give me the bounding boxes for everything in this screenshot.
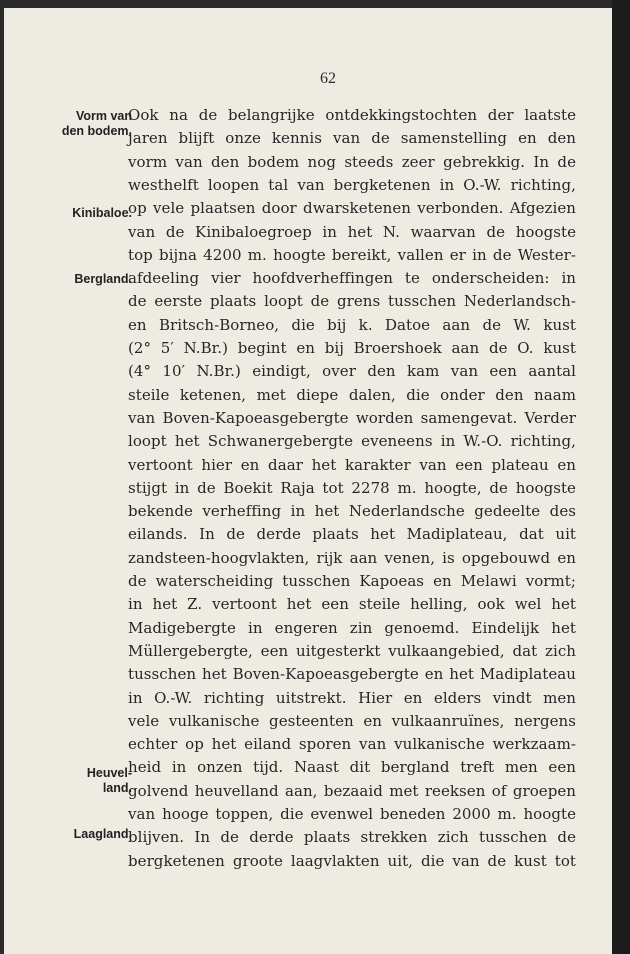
page-number: 62 bbox=[320, 70, 336, 87]
margin-note-heuvel: Heuvel- bbox=[86, 766, 132, 780]
text-line: vele vulkanische gesteenten en vulkaanruïnes, nergens bbox=[128, 711, 576, 730]
text-line: heid in onzen tijd. Naast dit bergland treft men een bbox=[128, 758, 576, 777]
text-line: eilands. In de derde plaats het Madiplateau, dat uit bbox=[128, 525, 576, 544]
text-line: blijven. In de derde plaats strekken zich tusschen de bbox=[128, 828, 576, 847]
text-line: bergketenen groote laagvlakten uit, die van de kust tot bbox=[128, 851, 576, 870]
book-page bbox=[4, 8, 612, 954]
text-line: van de Kinibaloegroep in het N. waarvan de hoogste bbox=[128, 222, 576, 241]
text-line: Madigebergte in engeren zin genoemd. Eindelijk het bbox=[128, 618, 576, 637]
text-line: westhelft loopen tal van bergketenen in O.-W. richting, bbox=[128, 175, 576, 194]
text-line: afdeeling vier hoofdverheffingen te onderscheiden: in bbox=[128, 269, 576, 288]
text-line: stijgt in de Boekit Raja tot 2278 m. hoogte, de hoogste bbox=[128, 478, 576, 497]
text-line: de eerste plaats loopt de grens tusschen Nederlandsch- bbox=[128, 292, 576, 311]
text-line: zandsteen-hoogvlakten, rijk aan venen, is opgebouwd en bbox=[128, 548, 576, 567]
text-line: Ook na de belangrijke ontdekkingstochten der laatste bbox=[128, 106, 576, 124]
margin-note-bergland: Bergland. bbox=[74, 272, 132, 286]
margin-note-vorm: Vorm van bbox=[75, 109, 132, 123]
margin-note-land: land. bbox=[102, 781, 132, 795]
text-line: jaren blijft onze kennis van de samenstelling en den bbox=[128, 129, 576, 148]
text-line: vertoont hier en daar het karakter van een plateau en bbox=[128, 455, 576, 474]
text-line: in het Z. vertoont het een steile helling, ook wel het bbox=[128, 595, 576, 614]
text-line: bekende verheffing in het Nederlandsche gedeelte des bbox=[128, 502, 576, 521]
text-line: echter op het eiland sporen van vulkanische werkzaam- bbox=[128, 735, 576, 754]
text-line: op vele plaatsen door dwarsketenen verbonden. Afgezien bbox=[128, 199, 576, 218]
text-line: Müllergebergte, een uitgesterkt vulkaangebied, dat zich bbox=[128, 641, 576, 660]
text-line: top bijna 4200 m. hoogte bereikt, vallen er in de Wester- bbox=[128, 245, 576, 264]
scan-edge bbox=[612, 0, 630, 954]
margin-note-bodem: den bodem. bbox=[61, 124, 132, 138]
text-line: van Boven-Kapoeasgebergte worden samengevat. Verder bbox=[128, 408, 576, 427]
margin-note-laagland: Laagland. bbox=[73, 827, 132, 841]
text-line: loopt het Schwanergebergte eveneens in W.-O. richting, bbox=[128, 432, 576, 451]
text-line: golvend heuvelland aan, bezaaid met reeksen of groepen bbox=[128, 781, 576, 800]
text-line: en Britsch-Borneo, die bij k. Datoe aan de W. kust bbox=[128, 315, 576, 334]
text-line: (2° 5′ N.Br.) begint en bij Broershoek aan de O. kust bbox=[128, 339, 576, 357]
text-line: (4° 10′ N.Br.) eindigt, over den kam van een aantal bbox=[128, 362, 576, 381]
text-line: vorm van den bodem nog steeds zeer gebrekkig. In de bbox=[128, 152, 576, 171]
text-line: de waterscheiding tusschen Kapoeas en Melawi vormt; bbox=[128, 572, 576, 590]
text-line: in O.-W. richting uitstrekt. Hier en elders vindt men bbox=[128, 688, 576, 707]
text-line: tusschen het Boven-Kapoeasgebergte en het Madiplateau bbox=[128, 665, 576, 684]
text-line: van hooge toppen, die evenwel beneden 2000 m. hoogte bbox=[128, 805, 576, 823]
text-line: steile ketenen, met diepe dalen, die onder den naam bbox=[128, 385, 576, 404]
margin-note-kinibaloe: Kinibaloe. bbox=[72, 206, 132, 220]
